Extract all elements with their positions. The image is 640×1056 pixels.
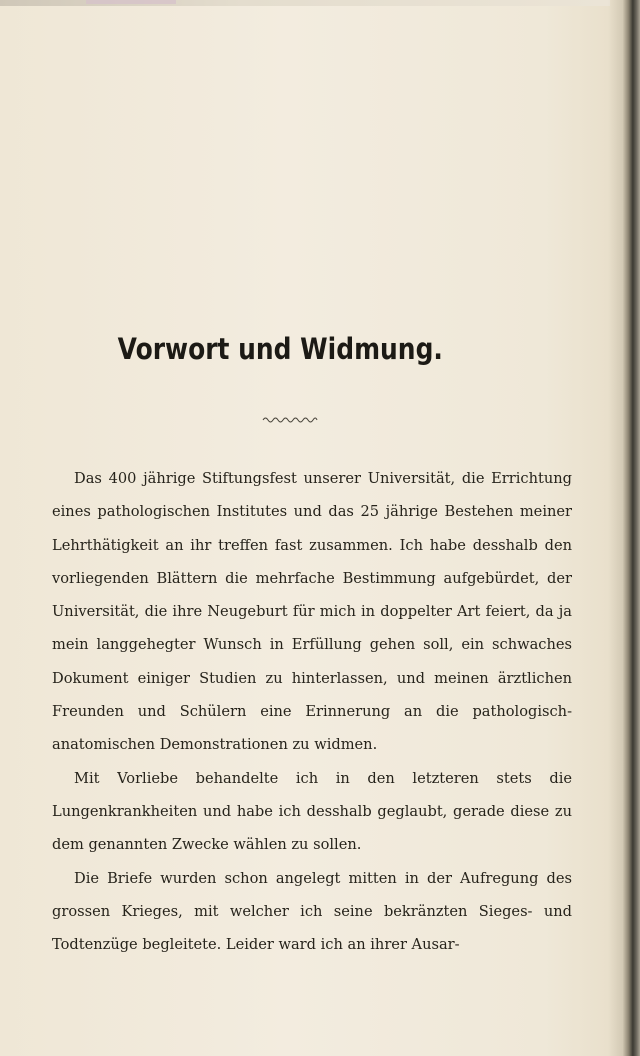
binding-shadow — [608, 0, 622, 1056]
paragraph: Das 400 jährige Stiftungsfest unserer Universität, die Errichtung eines pathologischen Institutes und das 25 jährige Bestehen meiner Lehrthätigkeit an ihr treffen fast zusammen. Ich habe desshalb den vorliegenden Blättern die mehrfache Bestimmung aufgebürdet, der Universität, die ihre Neugeburt für mich in doppelter Art feiert, da ja mein langgehegter Wunsch in Erfüllung gehen soll, ein schwaches Dokument einiger Studien zu hinterlassen, und meinen ärztlichen Freunden und Schülern eine Erinnerung an die pathologisch-anatomischen Demonstrationen zu widmen. — [52, 470, 572, 754]
paragraph: Mit Vorliebe behandelte ich in den letzteren stets die Lungenkrankheiten und habe ich desshalb geglaubt, gerade diese zu dem genannten Zwecke wählen zu sollen. — [52, 769, 572, 854]
book-binding-edge — [622, 0, 640, 1056]
paragraph: Die Briefe wurden schon angelegt mitten in der Aufregung des grossen Krieges, mit welcher ich seine bekränzten Sieges- und Todtenzüge begleitete. Leider ward ich an ihrer Ausar- — [52, 869, 572, 954]
page-top-stain — [86, 0, 176, 4]
preface-body — [52, 462, 572, 961]
page-title: Vorwort und Widmung. — [117, 332, 443, 366]
wavy-ornament-divider — [262, 414, 318, 424]
